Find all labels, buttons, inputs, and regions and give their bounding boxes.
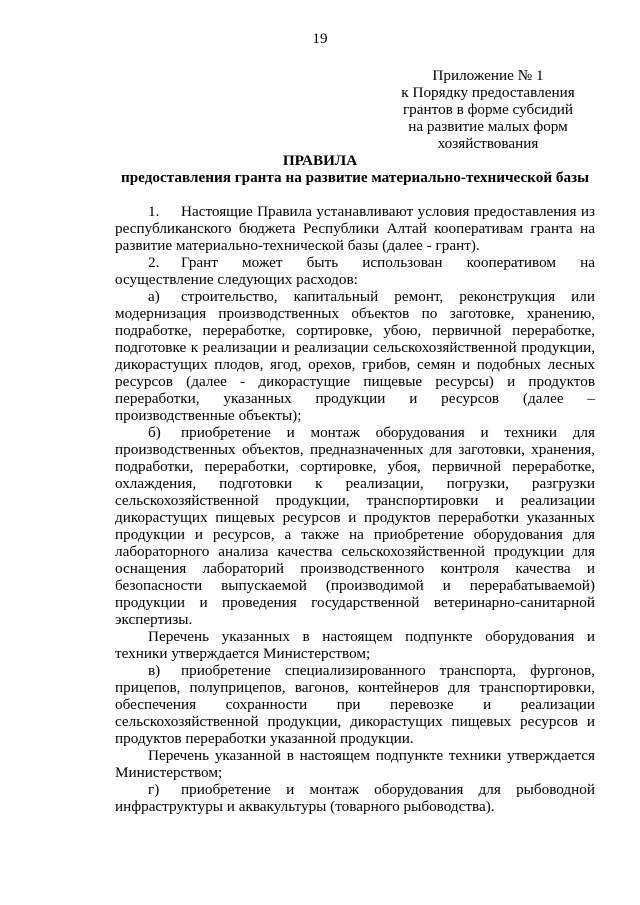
paragraph-number: 1. [148, 203, 160, 220]
equipment-list-note [115, 628, 595, 662]
paragraph-1 [115, 203, 595, 254]
transport-list-note [115, 747, 595, 781]
subitem-letter: г) [148, 781, 160, 798]
appendix-line: грантов в форме субсидий [402, 101, 574, 118]
appendix-line: хозяйствования [437, 135, 539, 152]
subitem-letter: б) [148, 424, 161, 441]
subitem-letter: а) [148, 288, 160, 305]
document-title: ПРАВИЛА [282, 152, 358, 169]
subitem-v [115, 662, 595, 747]
appendix-line: на развитие малых форм [408, 118, 568, 135]
subitem-letter: в) [148, 662, 161, 679]
document-body [115, 203, 595, 815]
paragraph-text: Грант может быть использован кооперативом на осуществление следующих расходов: [115, 254, 595, 288]
paragraph-2 [115, 254, 595, 288]
paragraph-text: строительство, капитальный ремонт, реконструкция или модернизация производственных объектов по заготовке, хранению, подработке, переработке, сортировке, убою, первичной переработке, подготовке к реализации и реализации сельскохозяйственной продукции, дикорастущих плодов, ягод, орехов, грибов, семян и подобных лесных ресурсов (далее - дикорастущие пищевые ресурсы) и продуктов переработки, указанных продукции и ресурсов (далее – производственные объекты); [115, 288, 595, 424]
appendix-line: к Порядку предоставления [401, 84, 575, 101]
paragraph-text: Перечень указанной в настоящем подпункте техники утверждается Министерством; [115, 747, 595, 781]
paragraph-text: приобретение и монтаж оборудования и техники для производственных объектов, предназначенных для заготовки, хранения, подработки, переработки, сортировке, убоя, первичной переработке, охлаждения, подготовки к реализации, погрузки, разгрузки сельскохозяйственной продукции, транспортировки и реализации дикорастущих пищевых ресурсов и продуктов переработки указанных продукции и ресурсов, а также на приобретение оборудования для лабораторного анализа качества сельскохозяйственной продукции для оснащения лабораторий производственного контроля качества и безопасности выпускаемой (производимой и перерабатываемой) продукции и проведения государственной ветеринарно-санитарной экспертизы. [115, 424, 595, 628]
appendix-line: Приложение № 1 [432, 67, 544, 84]
paragraph-text: приобретение специализированного транспорта, фургонов, прицепов, полуприцепов, вагонов, контейнеров для транспортировки, обеспечения сохранности при перевозке и реализации сельскохозяйственной продукции, дикорастущих пищевых ресурсов и продуктов переработки указанной продукции. [115, 662, 595, 747]
paragraph-text: Перечень указанных в настоящем подпункте оборудования и техники утверждается Министерством; [115, 628, 595, 662]
paragraph-text: приобретение и монтаж оборудования для рыбоводной инфраструктуры и аквакультуры (товарного рыбоводства). [115, 781, 595, 815]
paragraph-text: Настоящие Правила устанавливают условия предоставления из республиканского бюджета Республики Алтай кооперативам гранта на развитие материально-технической базы (далее - грант). [115, 203, 595, 254]
page-number: 19 [312, 30, 328, 47]
subitem-g [115, 781, 595, 815]
appendix-header [386, 67, 590, 152]
document-subtitle: предоставления гранта на развитие материально-технической базы [120, 169, 590, 186]
paragraph-number: 2. [148, 254, 160, 271]
subitem-a [115, 288, 595, 424]
subitem-b [115, 424, 595, 628]
